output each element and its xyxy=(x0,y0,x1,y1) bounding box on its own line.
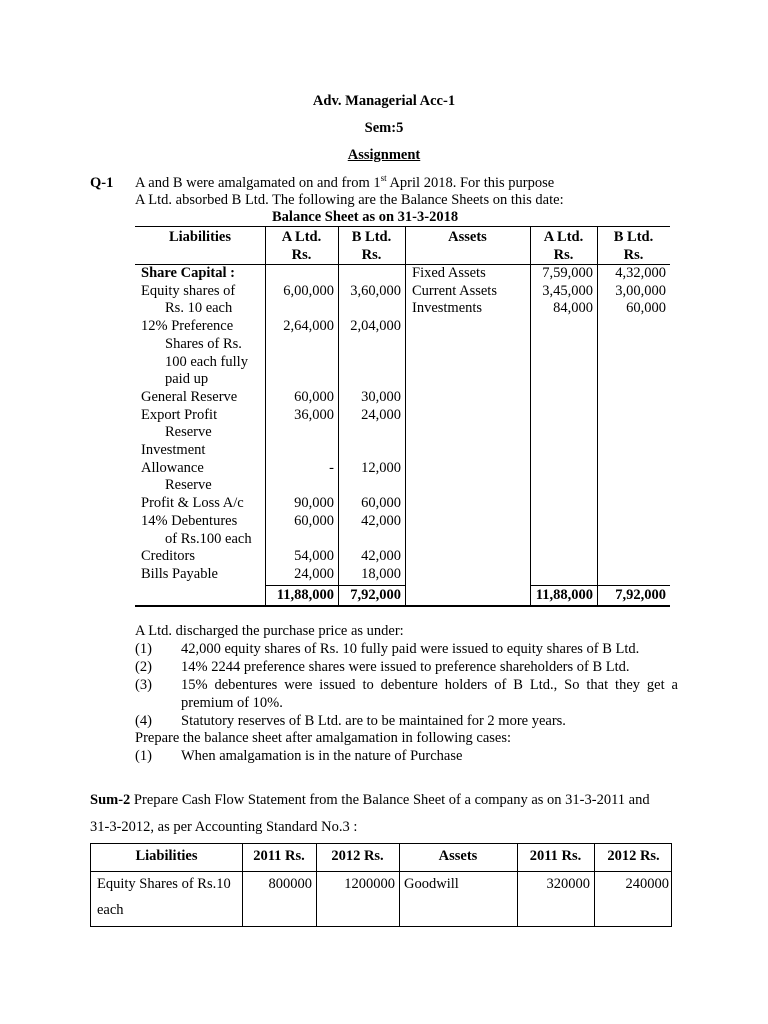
asset-b-value: 4,32,000 xyxy=(615,265,666,281)
header-b-rs: Rs. xyxy=(361,247,382,263)
t2-header-a2012: 2012 Rs. xyxy=(607,848,660,864)
asset-a-value: 7,59,000 xyxy=(542,265,593,281)
discharge-intro: A Ltd. discharged the purchase price as under: xyxy=(135,623,404,639)
liability-a-value: 90,000 xyxy=(294,495,334,512)
t2-header-liabilities: Liabilities xyxy=(135,848,198,864)
course-title: Adv. Managerial Acc-1 xyxy=(312,93,456,109)
discharge-num: (1) xyxy=(135,641,152,657)
t2-row1-a2011: 320000 xyxy=(546,876,590,892)
liability-label: Reserve xyxy=(165,424,212,441)
balance-sheet-title: Balance Sheet as on 31-3-2018 xyxy=(272,209,459,225)
total-liab-a: 11,88,000 xyxy=(276,587,334,603)
liability-a-value: 60,000 xyxy=(294,388,334,405)
liability-b-value: 2,04,000 xyxy=(350,318,401,335)
liability-label: Bills Payable xyxy=(141,565,218,582)
liability-a-value: 36,000 xyxy=(294,406,334,423)
liability-label: paid up xyxy=(165,371,209,388)
liability-b-value: 18,000 xyxy=(361,565,401,582)
liability-label: Equity shares of xyxy=(141,282,236,299)
liability-label: Investment xyxy=(141,442,206,458)
liability-label: Shares of Rs. xyxy=(165,335,242,352)
asset-b-value: 60,000 xyxy=(626,300,666,317)
q1-intro-line2: A Ltd. absorbed B Ltd. The following are the Balance Sheets on this date: xyxy=(135,192,564,208)
discharge-num: (3) xyxy=(135,677,152,693)
liability-label: Export Profit xyxy=(141,406,218,423)
liability-label: Rs. 10 each xyxy=(165,300,233,317)
liability-label: Reserve xyxy=(165,477,212,494)
liability-label: Profit & Loss A/c xyxy=(141,495,244,512)
liability-label: 14% Debentures xyxy=(141,512,238,529)
sum2-line2: 31-3-2012, as per Accounting Standard No.3 : xyxy=(90,819,358,835)
t2-header-assets: Assets xyxy=(438,848,478,864)
liability-a-value: 54,000 xyxy=(294,548,334,565)
header-assets-a-rs: Rs. xyxy=(553,247,574,263)
liability-b-value: 3,60,000 xyxy=(350,282,401,299)
t2-row1-l2012: 1200000 xyxy=(344,876,395,892)
header-assets: Assets xyxy=(448,229,487,245)
header-liabilities: Liabilities xyxy=(168,229,232,245)
assignment-heading: Assignment xyxy=(347,147,421,163)
total-liab-b: 7,92,000 xyxy=(350,587,401,603)
prepare-line: Prepare the balance sheet after amalgamation in following cases: xyxy=(135,730,512,746)
liability-b-value: 30,000 xyxy=(361,388,401,405)
header-assets-b-rs: Rs. xyxy=(623,247,644,263)
asset-label: Fixed Assets xyxy=(412,265,486,281)
liability-b-value: 24,000 xyxy=(361,406,401,423)
total-assets-a: 11,88,000 xyxy=(535,587,593,603)
t2-row1-asset: Goodwill xyxy=(404,876,459,892)
discharge-text: 14% 2244 preference shares were issued to preference shareholders of B Ltd. xyxy=(181,659,630,675)
liability-a-value: 6,00,000 xyxy=(283,282,334,299)
header-assets-b-ltd: B Ltd. xyxy=(613,229,654,245)
liability-a-value: - xyxy=(329,459,334,476)
cash-flow-table xyxy=(90,843,672,927)
discharge-num: (4) xyxy=(135,713,152,729)
liability-label: Share Capital : xyxy=(141,265,235,281)
liability-b-value: 42,000 xyxy=(361,548,401,565)
balance-sheet-table xyxy=(135,226,670,607)
case-text-1: When amalgamation is in the nature of Purchase xyxy=(181,748,463,764)
discharge-num: (2) xyxy=(135,659,152,675)
liability-a-value: 24,000 xyxy=(294,565,334,582)
t2-header-l2012: 2012 Rs. xyxy=(331,848,384,864)
liability-label: 100 each fully xyxy=(165,353,248,370)
liability-a-value: 2,64,000 xyxy=(283,318,334,335)
asset-b-value: 3,00,000 xyxy=(615,282,666,299)
total-assets-b: 7,92,000 xyxy=(615,587,666,603)
asset-a-value: 84,000 xyxy=(553,300,593,317)
liability-label: General Reserve xyxy=(141,388,238,405)
case-num-1: (1) xyxy=(135,748,152,764)
sum2-line1: Sum-2 Prepare Cash Flow Statement from the Balance Sheet of a company as on 31-3-2011 and xyxy=(90,792,650,808)
header-assets-a-ltd: A Ltd. xyxy=(543,229,584,245)
semester-label: Sem:5 xyxy=(364,120,404,136)
discharge-text: 15% debentures were issued to debenture holders of B Ltd., So that they get a xyxy=(181,677,678,693)
liability-label: 12% Preference xyxy=(141,318,234,335)
liability-label: Creditors xyxy=(141,548,195,565)
liability-label: Allowance xyxy=(141,459,204,476)
discharge-text: 42,000 equity shares of Rs. 10 fully paid were issued to equity shares of B Ltd. xyxy=(181,641,640,657)
header-a-ltd: A Ltd. xyxy=(281,229,322,245)
q1-intro-line1: A and B were amalgamated on and from 1st April 2018. For this purpose xyxy=(135,173,555,191)
header-b-ltd: B Ltd. xyxy=(351,229,392,245)
t2-row1-l2011: 800000 xyxy=(268,876,312,892)
asset-label: Investments xyxy=(412,300,483,317)
liability-a-value: 60,000 xyxy=(294,512,334,529)
discharge-text-continued: premium of 10%. xyxy=(181,695,283,711)
liability-b-value: 42,000 xyxy=(361,512,401,529)
t2-row1-a2012: 240000 xyxy=(625,876,669,892)
t2-header-a2011: 2011 Rs. xyxy=(529,848,582,864)
t2-row1-liability-line2: each xyxy=(97,902,124,918)
asset-a-value: 3,45,000 xyxy=(542,282,593,299)
q1-label: Q-1 xyxy=(90,175,114,191)
asset-label: Current Assets xyxy=(412,282,497,299)
discharge-text: Statutory reserves of B Ltd. are to be maintained for 2 more years. xyxy=(181,713,566,729)
t2-header-l2011: 2011 Rs. xyxy=(253,848,305,864)
t2-row1-liability-line1: Equity Shares of Rs.10 xyxy=(97,876,231,892)
liability-label: of Rs.100 each xyxy=(165,530,252,547)
header-a-rs: Rs. xyxy=(291,247,312,263)
liability-b-value: 12,000 xyxy=(361,459,401,476)
liability-b-value: 60,000 xyxy=(361,495,401,512)
